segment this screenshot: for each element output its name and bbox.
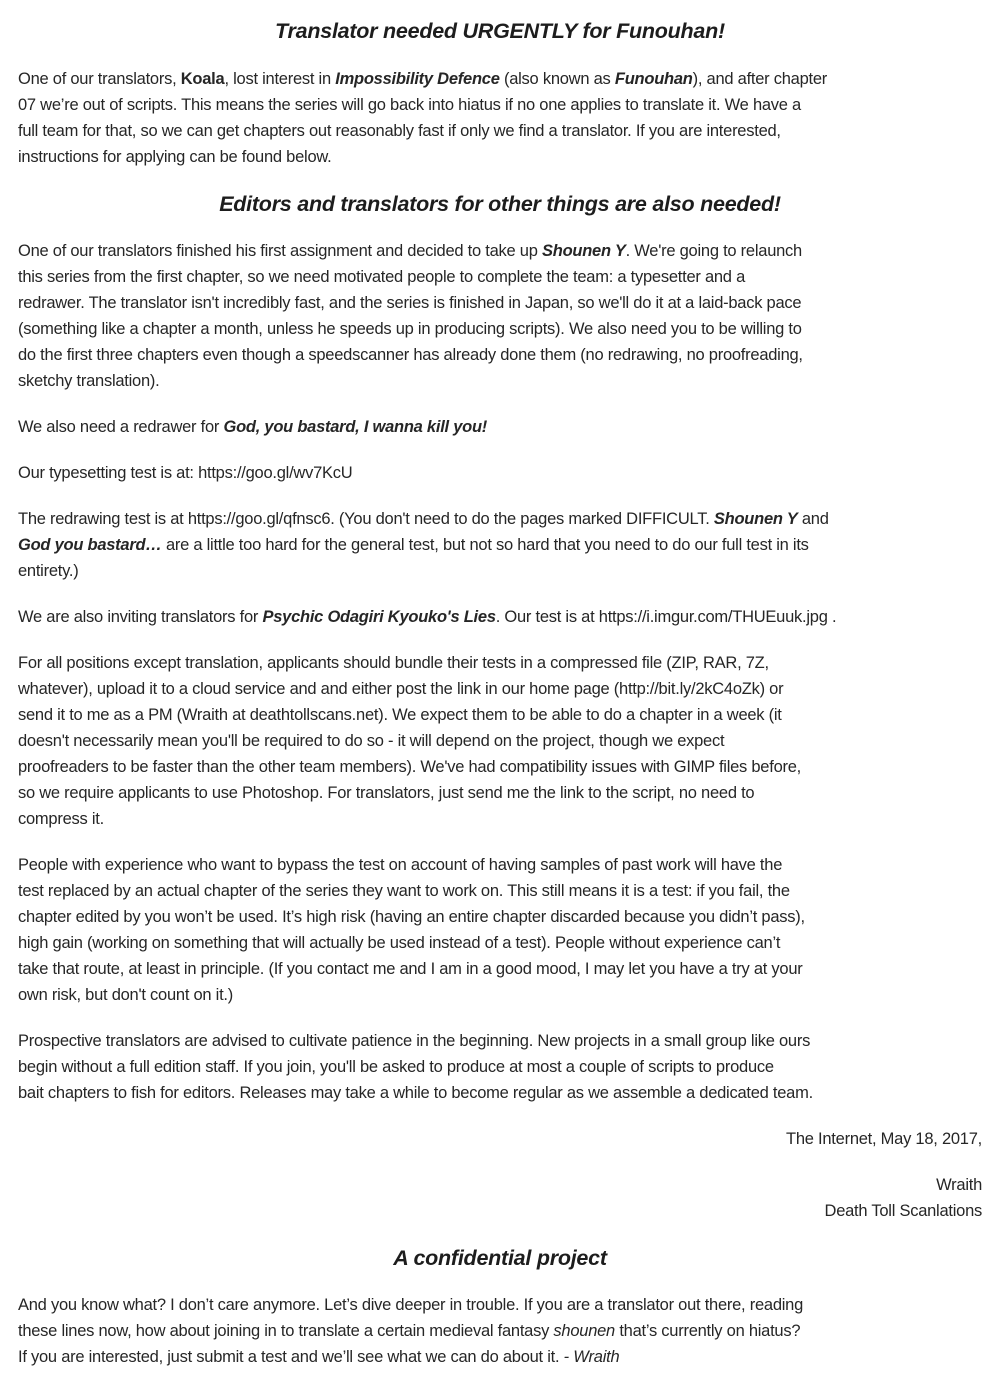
heading-editors-translators-needed: Editors and translators for other things are also needed!	[219, 192, 781, 216]
text-line	[18, 460, 982, 486]
text-run: And you know what? I don’t care anymore. Let’s dive deeper in trouble. If you are a translator out there, reading	[18, 1296, 804, 1314]
text-run: whatever), upload it to a cloud service and and either post the link in our home page (http://bit.ly/2kC4oZk) or	[18, 680, 784, 698]
text-run: God you bastard…	[18, 536, 166, 554]
text-run: . Our test is at https://i.imgur.com/THUEuuk.jpg .	[495, 608, 837, 626]
text-line	[18, 506, 982, 532]
text-run: this series from the first chapter, so we need motivated people to complete the team: a typesetter and a	[18, 268, 745, 286]
signature	[18, 1172, 982, 1224]
paragraph-bypass-test	[18, 852, 982, 1008]
text-run: Shounen Y	[541, 242, 626, 260]
text-line	[18, 1126, 982, 1152]
text-run: these lines now, how about joining in to translate a certain medieval fantasy	[18, 1322, 554, 1340]
text-run: high gain (working on something that will actually be used instead of a test). People without experience can’t	[18, 934, 781, 952]
text-run: People with experience who want to bypass the test on account of having samples of past work will have the	[18, 856, 783, 874]
text-line	[18, 982, 982, 1008]
text-line	[18, 290, 982, 316]
text-line	[18, 66, 982, 92]
text-run: (also known as	[499, 70, 615, 88]
paragraph-redrawer-needed	[18, 414, 982, 440]
text-line	[18, 532, 982, 558]
text-line	[18, 904, 982, 930]
paragraph-application-instructions	[18, 650, 982, 832]
text-line	[18, 558, 982, 584]
text-run: full team for that, so we can get chapters out reasonably fast if only we find a translator. If you are interested,	[18, 122, 781, 140]
text-line	[18, 728, 982, 754]
paragraph-shounen-y-relaunch	[18, 238, 982, 394]
text-line	[18, 930, 982, 956]
text-run: send it to me as a PM (Wraith at deathtollscans.net). We expect them to be able to do a chapter in a week (it	[18, 706, 782, 724]
heading-confidential-project: A confidential project	[393, 1246, 607, 1270]
text-line	[18, 650, 982, 676]
text-run: own risk, but don't count on it.)	[18, 986, 234, 1004]
text-run: entirety.)	[18, 562, 79, 580]
text-run: do the first three chapters even though a speedscanner has already done them (no redrawing, no proofreading,	[18, 346, 803, 364]
text-run: . We're going to relaunch	[625, 242, 802, 260]
text-line	[18, 264, 982, 290]
text-run: take that route, at least in principle. (If you contact me and I am in a good mood, I may let you have a try at your	[18, 960, 803, 978]
text-line	[18, 1344, 982, 1370]
text-run: One of our translators,	[18, 70, 181, 88]
text-line	[18, 118, 982, 144]
paragraph-confidential-project	[18, 1292, 982, 1370]
text-line	[18, 702, 982, 728]
text-line	[18, 1318, 982, 1344]
text-run: compress it.	[18, 810, 104, 828]
text-run: Prospective translators are advised to cultivate patience in the beginning. New projects in a small group like ours	[18, 1032, 811, 1050]
text-run: instructions for applying can be found below.	[18, 148, 332, 166]
text-run: shounen	[553, 1322, 615, 1340]
text-run: that’s currently on hiatus?	[614, 1322, 801, 1340]
text-run: and	[797, 510, 829, 528]
text-line	[18, 604, 982, 630]
text-line	[18, 368, 982, 394]
text-line	[18, 780, 982, 806]
text-line	[18, 1080, 982, 1106]
text-run: sketchy translation).	[18, 372, 160, 390]
text-run: so we require applicants to use Photoshop. For translators, just send me the link to the script, no need to	[18, 784, 755, 802]
text-line	[18, 1028, 982, 1054]
text-line	[18, 316, 982, 342]
text-run: The Internet, May 18, 2017,	[786, 1130, 982, 1148]
text-run: For all positions except translation, applicants should bundle their tests in a compressed file (ZIP, RAR, 7Z,	[18, 654, 769, 672]
text-run: 07 we’re out of scripts. This means the series will go back into hiatus if no one applies to translate it. We have a	[18, 96, 801, 114]
text-line	[18, 144, 982, 170]
text-run: God, you bastard, I wanna kill you!	[223, 418, 488, 436]
text-line	[18, 806, 982, 832]
text-run: Funouhan	[614, 70, 693, 88]
paragraph-typesetting-test	[18, 460, 982, 486]
text-run: We are also inviting translators for	[18, 608, 263, 626]
text-run: Wraith	[936, 1176, 982, 1194]
text-run: begin without a full edition staff. If you join, you'll be asked to produce at most a couple of scripts to produce	[18, 1058, 774, 1076]
text-run: Death Toll Scanlations	[824, 1202, 982, 1220]
text-run: , lost interest in	[224, 70, 336, 88]
page-title: Translator needed URGENTLY for Funouhan!	[275, 19, 725, 43]
text-line	[18, 852, 982, 878]
text-run: ), and after chapter	[692, 70, 828, 88]
text-run: chapter edited by you won’t be used. It’s high risk (having an entire chapter discarded because you didn’t pass),	[18, 908, 805, 926]
text-run: - Wraith	[563, 1348, 620, 1366]
text-run: Koala	[180, 70, 225, 88]
text-line	[18, 956, 982, 982]
text-run: doesn't necessarily mean you'll be required to do so - it will depend on the project, though we expect	[18, 732, 725, 750]
text-run: are a little too hard for the general test, but not so hard that you need to do our full test in its	[165, 536, 809, 554]
text-line	[18, 414, 982, 440]
text-run: The redrawing test is at https://goo.gl/qfnsc6. (You don't need to do the pages marked DIFFICULT.	[18, 510, 714, 528]
text-line	[18, 238, 982, 264]
text-line	[18, 676, 982, 702]
paragraph-funouhan-hiatus	[18, 66, 982, 170]
text-line	[18, 1054, 982, 1080]
text-run: We also need a redrawer for	[18, 418, 224, 436]
text-line	[18, 1172, 982, 1198]
text-run: Psychic Odagiri Kyouko's Lies	[262, 608, 496, 626]
text-run: One of our translators finished his first assignment and decided to take up	[18, 242, 542, 260]
text-line	[18, 754, 982, 780]
text-line	[18, 1292, 982, 1318]
text-run: bait chapters to fish for editors. Releases may take a while to become regular as we assemble a dedicated team.	[18, 1084, 813, 1102]
dateline	[18, 1126, 982, 1152]
text-line	[18, 1198, 982, 1224]
text-run: Our typesetting test is at: https://goo.gl/wv7KcU	[18, 464, 353, 482]
text-line	[18, 878, 982, 904]
paragraph-prospective-translators	[18, 1028, 982, 1106]
text-run: Shounen Y	[713, 510, 798, 528]
text-run: (something like a chapter a month, unless he speeds up in producing scripts). We also need you to be willing to	[18, 320, 802, 338]
text-run: proofreaders to be faster than the other team members). We've had compatibility issues with GIMP files before,	[18, 758, 801, 776]
paragraph-redrawing-test	[18, 506, 982, 584]
text-line	[18, 342, 982, 368]
paragraph-psychic-odagiri	[18, 604, 982, 630]
text-run: Impossibility Defence	[335, 70, 500, 88]
text-run: test replaced by an actual chapter of the series they want to work on. This still means it is a test: if you fail, the	[18, 882, 790, 900]
text-run: redrawer. The translator isn't incredibly fast, and the series is finished in Japan, so we'll do it at a laid-back pace	[18, 294, 802, 312]
text-line	[18, 92, 982, 118]
text-run: If you are interested, just submit a test and we’ll see what we can do about it.	[18, 1348, 564, 1366]
